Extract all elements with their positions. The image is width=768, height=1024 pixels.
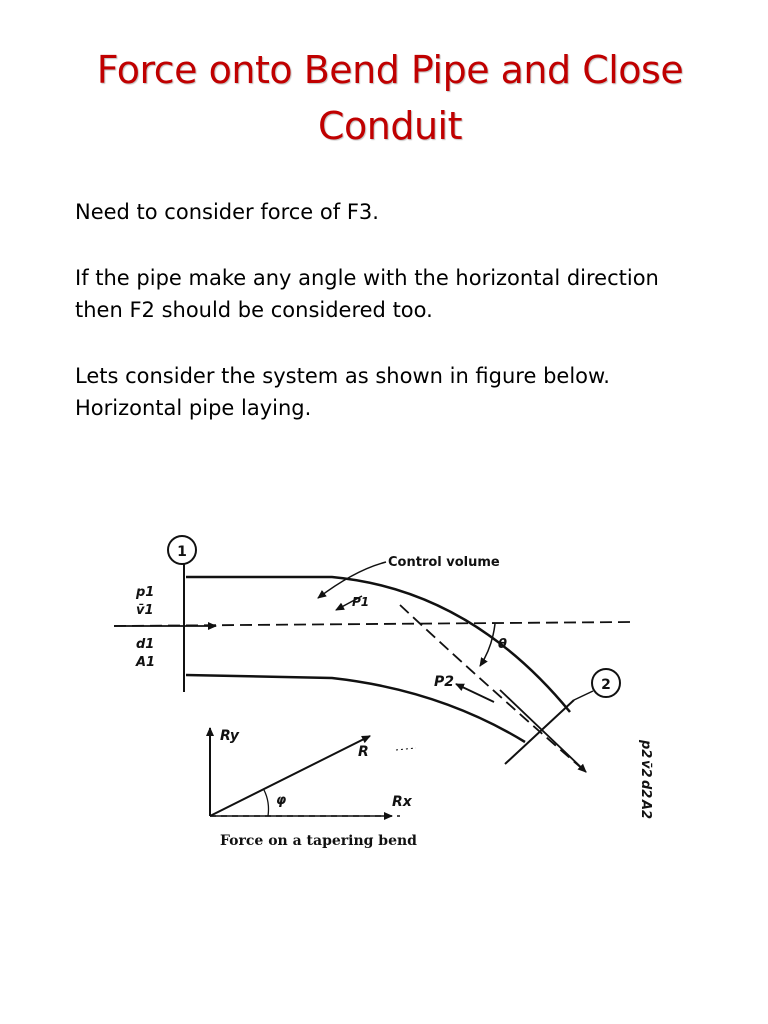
resultant-label: R — [358, 744, 369, 760]
section-2-line — [505, 700, 574, 764]
outlet-pressure-label: p2 — [638, 740, 653, 759]
p2-force-arrow — [456, 684, 494, 702]
outlet-velocity-label: v̄2 — [638, 760, 653, 778]
paragraph-1 — [75, 196, 735, 228]
theta-label: θ — [498, 637, 507, 652]
outlet-diameter-label: d2 — [638, 780, 653, 799]
slide-title: Force onto Bend Pipe and Close Conduit — [96, 48, 684, 148]
section-2-leader — [574, 691, 593, 700]
phi-label: φ — [276, 793, 287, 808]
paragraph-line: If the pipe make any angle with the horizontal direction — [75, 266, 659, 290]
section-2-label: 2 — [601, 677, 611, 693]
p1-force-label: P1 — [352, 595, 370, 609]
slide-body — [75, 196, 735, 458]
control-volume-label: Control volume — [388, 555, 500, 570]
p2-force-label: P2 — [434, 674, 455, 690]
inclined-centerline — [400, 605, 586, 772]
inlet-area-label: A1 — [136, 655, 156, 670]
bend-pipe-figure — [100, 520, 680, 860]
outlet-flow-arrow — [500, 690, 586, 772]
inlet-labels — [135, 585, 155, 670]
phi-arc — [264, 790, 269, 816]
paragraph-line: Need to consider force of F3. — [75, 200, 379, 224]
inlet-velocity-label: v̄1 — [136, 603, 154, 618]
inlet-diameter-label: d1 — [136, 637, 155, 652]
pipe-upper-wall — [186, 577, 570, 712]
resultant-arrow — [210, 736, 370, 816]
outlet-area-label: A2 — [638, 800, 653, 820]
paragraph-line: Lets consider the system as shown in figure below. — [75, 364, 610, 388]
rx-label: Rx — [392, 794, 412, 810]
section-1-label: 1 — [177, 544, 187, 560]
ry-label: Ry — [220, 728, 240, 744]
figure-caption: Force on a tapering bend — [220, 833, 417, 849]
inlet-pressure-label: p1 — [136, 585, 155, 600]
outlet-labels — [638, 739, 653, 819]
paragraph-2 — [75, 262, 735, 326]
paragraph-line: Horizontal pipe laying. — [75, 396, 312, 420]
paragraph-3 — [75, 360, 735, 424]
paragraph-line: then F2 should be considered too. — [75, 298, 433, 322]
speck-line — [396, 748, 416, 750]
bend-pipe-diagram — [100, 520, 680, 860]
